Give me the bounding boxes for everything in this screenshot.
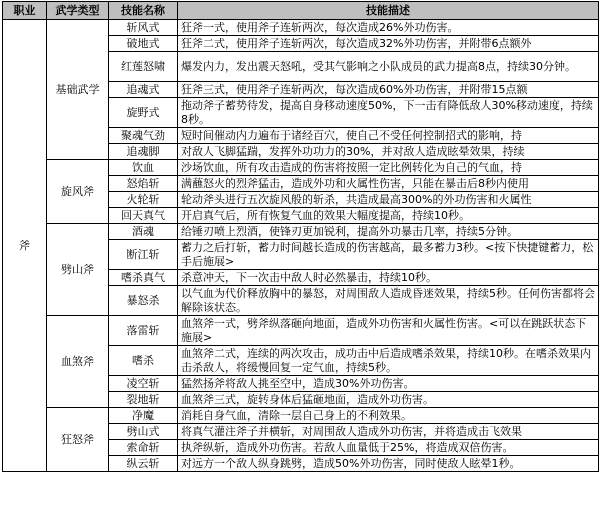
table-row (3, 224, 599, 240)
skill-desc-cell: 沙场饮血，所有攻击造成的伤害将按照一定比例转化为自己的气血，持 (178, 160, 599, 176)
header-skill: 技能名称 (109, 2, 178, 20)
job-cell: 斧 (3, 20, 47, 472)
skill-desc-cell: 狂斧二式，使用斧子连斩两次，每次造成32%外功伤害，并附带6点额外 (178, 36, 599, 52)
skill-name-cell: 嗜杀真气 (109, 270, 178, 286)
skill-name-cell: 追魂式 (109, 82, 178, 98)
school-cell: 基础武学 (47, 20, 109, 160)
skill-name-cell: 凌空斩 (109, 376, 178, 392)
skill-desc-cell: 对远方一个敌人纵身跳劈，造成50%外功伤害，同时使敌人眩晕1秒。 (178, 456, 599, 472)
skill-name-cell: 断江斩 (109, 240, 178, 270)
header-desc: 技能描述 (178, 2, 599, 20)
skill-name-cell: 斩风式 (109, 20, 178, 36)
skill-desc-cell: 血煞斧一式，劈斧纵落砸向地面，造成外功伤害和火属性伤害。<可以在跳跃状态下施展> (178, 316, 599, 346)
skill-desc-cell: 狂斧一式，使用斧子连斩两次，每次造成26%外功伤害。 (178, 20, 599, 36)
skill-name-cell: 劈山式 (109, 424, 178, 440)
skill-desc-cell: 满蘸怒火的烈斧猛击，造成外功和火属性伤害，只能在暴击后8秒内使用 (178, 176, 599, 192)
skill-desc-cell: 杀意冲天，下一次击中敌人时必然暴击，持续10秒。 (178, 270, 599, 286)
header-job: 职业 (3, 2, 47, 20)
skill-desc-cell: 轮动斧头进行五次旋风般的斩杀，共造成最高300%的外功伤害和火属性 (178, 192, 599, 208)
skill-name-cell: 纵云斩 (109, 456, 178, 472)
school-cell: 劈山斧 (47, 224, 109, 316)
table-row (3, 408, 599, 424)
table-row (3, 160, 599, 176)
skill-name-cell: 回天真气 (109, 208, 178, 224)
school-cell: 旋风斧 (47, 160, 109, 224)
skill-desc-cell: 蓄力之后打斩，蓄力时间越长造成的伤害越高，最多蓄力3秒。<按下快捷键蓄力，松手后施展> (178, 240, 599, 270)
skill-desc-cell: 狂斧三式，使用斧子连斩两次，每次造成60%外功伤害，并附带15点额 (178, 82, 599, 98)
skill-name-cell: 酒魂 (109, 224, 178, 240)
skill-desc-cell: 将真气灌注斧子并横斩，对周围敌人造成外功伤害，并将造成击飞效果 (178, 424, 599, 440)
skill-name-cell: 红莲怒啸 (109, 52, 178, 82)
skill-name-cell: 索命斩 (109, 440, 178, 456)
skill-desc-cell: 执斧纵斩，造成外功伤害。若敌人血量低于25%，将造成双倍伤害。 (178, 440, 599, 456)
skill-name-cell: 饮血 (109, 160, 178, 176)
skill-name-cell: 火轮斩 (109, 192, 178, 208)
skill-desc-cell: 拖动斧子蓄势待发，提高自身移动速度50%，下一击有降低敌人30%移动速度，持续8秒。 (178, 98, 599, 128)
skill-name-cell: 旋野式 (109, 98, 178, 128)
skill-name-cell: 落雷斩 (109, 316, 178, 346)
skill-desc-cell: 以气血为代价释放胸中的暴怒，对周围敌人造成昏迷效果，持续5秒。任何伤害都将会解除该状态。 (178, 286, 599, 316)
skill-name-cell: 净魔 (109, 408, 178, 424)
table-body (3, 20, 599, 472)
skill-desc-cell: 猛然扬斧将敌人挑至空中，造成30%外功伤害。 (178, 376, 599, 392)
skill-name-cell: 破地式 (109, 36, 178, 52)
table-row (3, 316, 599, 346)
header-row (3, 2, 599, 20)
skill-desc-cell: 消耗自身气血，清除一层自己身上的不利效果。 (178, 408, 599, 424)
header-school: 武学类型 (47, 2, 109, 20)
skill-desc-cell: 血煞斧三式，旋转身体后猛砸地面，造成外功伤害。 (178, 392, 599, 408)
skill-name-cell: 裂地斩 (109, 392, 178, 408)
skill-desc-cell: 给锤刃喷上烈酒，使锋刃更加锐利，提高外功暴击几率，持续5分钟。 (178, 224, 599, 240)
skill-desc-cell: 血煞斧二式，连续的两次攻击，成功击中后造成嗜杀效果，持续10秒。在嗜杀效果内击杀敌人，将缓慢回复一定气血，持续5秒。 (178, 346, 599, 376)
skill-desc-cell: 对敌人飞脚猛踹，发挥外功功力的30%，并对敌人造成眩晕效果，持续 (178, 144, 599, 160)
skill-table (2, 1, 599, 472)
skill-name-cell: 怒焰斩 (109, 176, 178, 192)
school-cell: 血煞斧 (47, 316, 109, 408)
skill-name-cell: 聚魂气劲 (109, 128, 178, 144)
school-cell: 狂怒斧 (47, 408, 109, 472)
table-row (3, 20, 599, 36)
skill-name-cell: 嗜杀 (109, 346, 178, 376)
skill-desc-cell: 开启真气后，所有恢复气血的效果大幅度提高，持续10秒。 (178, 208, 599, 224)
skill-desc-cell: 爆发内力，发出震天怒吼，受其气影响之小队成员的武力提高8点，持续30分钟。 (178, 52, 599, 82)
skill-name-cell: 追魂脚 (109, 144, 178, 160)
skill-name-cell: 暴怒杀 (109, 286, 178, 316)
skill-desc-cell: 短时间催动内力遍布于诸经百穴，使自己不受任何控制招式的影响，持 (178, 128, 599, 144)
